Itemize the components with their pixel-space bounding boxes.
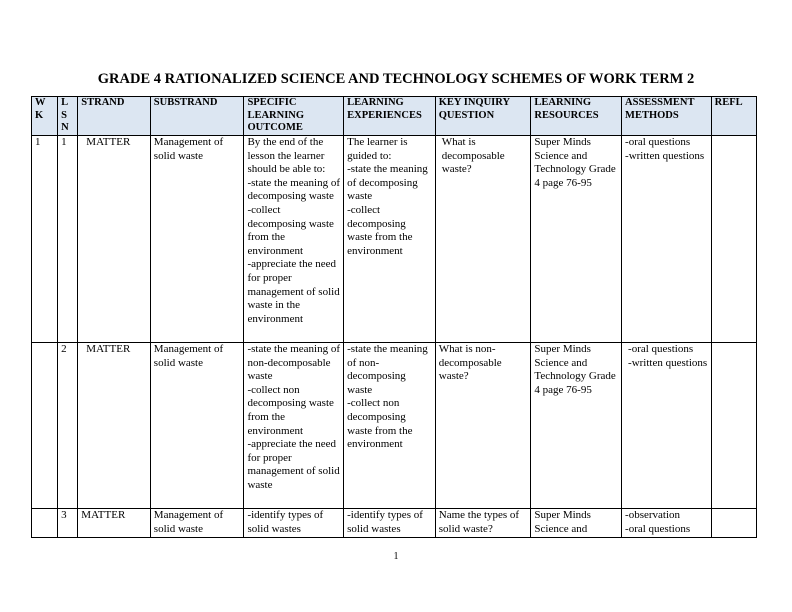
header-key-inquiry-question: KEY INQUIRY QUESTION — [435, 97, 531, 136]
cell-lesson: 1 — [58, 136, 78, 343]
cell-learning-resources: Super Minds Science and — [531, 509, 622, 538]
schemes-of-work-table — [31, 96, 757, 538]
cell-specific-learning-outcome: By the end of the lesson the learner should be able to: -state the meaning of decomposing waste -collect decomposing waste from the environment -appreciate the need for proper management of solid waste in the environment — [244, 136, 344, 343]
table-header-row — [32, 97, 757, 136]
header-strand: STRAND — [78, 97, 151, 136]
header-reflection: REFL — [711, 97, 756, 136]
cell-specific-learning-outcome: -identify types of solid wastes — [244, 509, 344, 538]
cell-reflection — [711, 136, 756, 343]
cell-assessment-methods: -oral questions -written questions — [622, 136, 712, 343]
cell-week — [32, 343, 58, 509]
header-specific-learning-outcome: SPECIFIC LEARNING OUTCOME — [244, 97, 344, 136]
page-number: 1 — [393, 551, 399, 562]
cell-learning-resources: Super Minds Science and Technology Grade 4 page 76-95 — [531, 343, 622, 509]
cell-assessment-methods: -oral questions -written questions — [622, 343, 712, 509]
cell-assessment-methods: -observation -oral questions — [622, 509, 712, 538]
table-row — [32, 509, 757, 538]
cell-reflection — [711, 343, 756, 509]
cell-substrand: Management of solid waste — [150, 343, 244, 509]
cell-key-inquiry-question: What is decomposable waste? — [435, 136, 531, 343]
cell-key-inquiry-question: Name the types of solid waste? — [435, 509, 531, 538]
cell-substrand: Management of solid waste — [150, 509, 244, 538]
header-substrand: SUBSTRAND — [150, 97, 244, 136]
cell-learning-experiences: The learner is guided to: -state the meaning of decomposing waste -collect decomposing waste from the environment — [344, 136, 436, 343]
cell-learning-experiences: -identify types of solid wastes — [344, 509, 436, 538]
table-row — [32, 343, 757, 509]
cell-learning-experiences: -state the meaning of non-decomposing waste -collect non decomposing waste from the environment — [344, 343, 436, 509]
cell-lesson: 3 — [58, 509, 78, 538]
cell-strand: MATTER — [78, 136, 151, 343]
cell-learning-resources: Super Minds Science and Technology Grade 4 page 76-95 — [531, 136, 622, 343]
cell-week — [32, 509, 58, 538]
document-title: GRADE 4 RATIONALIZED SCIENCE AND TECHNOLOGY SCHEMES OF WORK TERM 2 — [97, 71, 695, 87]
cell-specific-learning-outcome: -state the meaning of non-decomposable waste -collect non decomposing waste from the environment -appreciate the need for proper management of solid waste — [244, 343, 344, 509]
cell-reflection — [711, 509, 756, 538]
cell-substrand: Management of solid waste — [150, 136, 244, 343]
header-learning-experiences: LEARNING EXPERIENCES — [344, 97, 436, 136]
cell-key-inquiry-question: What is non-decomposable waste? — [435, 343, 531, 509]
cell-week: 1 — [32, 136, 58, 343]
header-learning-resources: LEARNING RESOURCES — [531, 97, 622, 136]
cell-strand: MATTER — [78, 343, 151, 509]
cell-strand: MATTER — [78, 509, 151, 538]
cell-lesson: 2 — [58, 343, 78, 509]
table-row — [32, 136, 757, 343]
header-assessment-methods: ASSESSMENT METHODS — [622, 97, 712, 136]
header-week: W K — [32, 97, 58, 136]
header-lesson: L S N — [58, 97, 78, 136]
